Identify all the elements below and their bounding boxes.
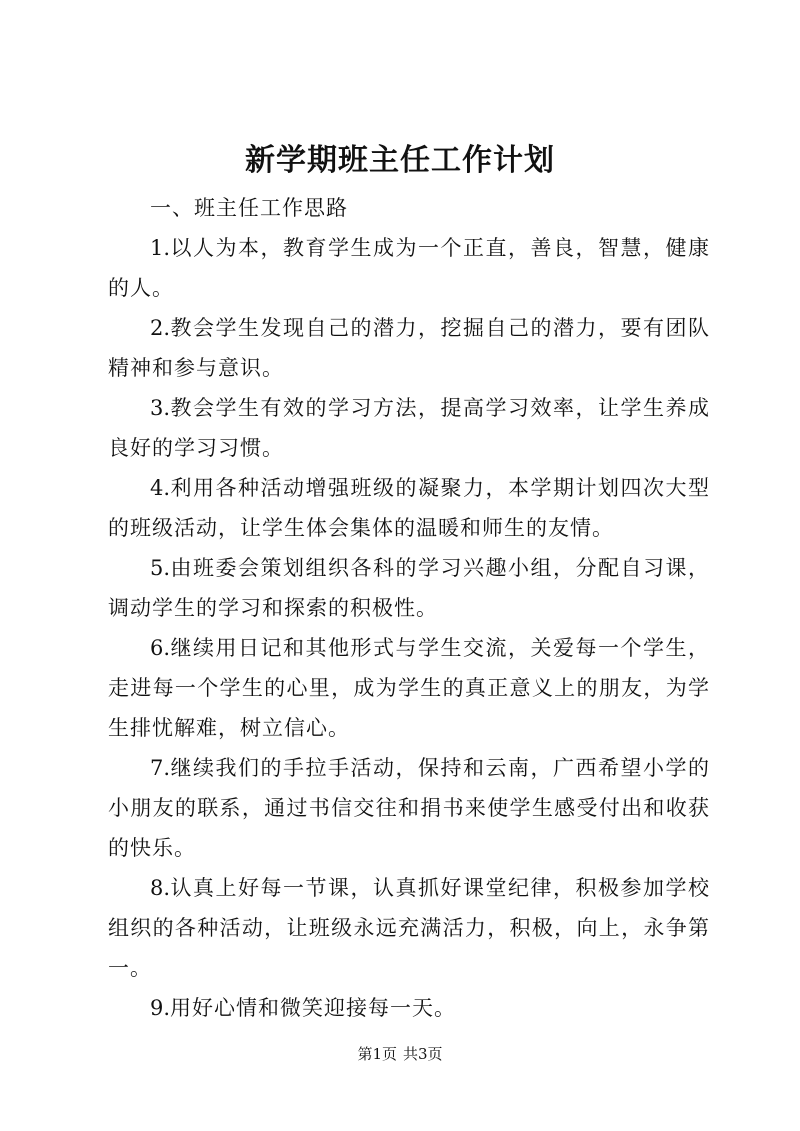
item-text: 用好心情和微笑迎接每一天。 xyxy=(170,996,457,1020)
item-number: 3. xyxy=(150,396,171,420)
item-number: 9. xyxy=(150,996,171,1020)
page-number-current: 第1页 xyxy=(357,1045,397,1063)
item-number: 6. xyxy=(150,636,171,660)
item-number: 2. xyxy=(150,316,171,340)
item-text: 认真上好每一节课，认真抓好课堂纪律，积极参加学校组织的各种活动，让班级永远充满活力，积极，向上，永争第一。 xyxy=(108,876,710,980)
item-number: 4. xyxy=(150,476,171,500)
list-item xyxy=(108,468,710,548)
item-number: 7. xyxy=(150,756,171,780)
item-number: 1. xyxy=(150,236,171,260)
list-item xyxy=(108,548,710,628)
list-item xyxy=(108,628,710,748)
item-number: 5. xyxy=(150,556,171,580)
list-item xyxy=(108,308,710,388)
page-number-total: 共3页 xyxy=(403,1045,443,1063)
item-number: 8. xyxy=(150,876,171,900)
item-text: 教会学生有效的学习方法，提高学习效率，让学生养成良好的学习习惯。 xyxy=(108,396,710,460)
page-title: 新学期班主任工作计划 xyxy=(245,143,555,178)
section-heading: 一、班主任工作思路 xyxy=(150,196,348,220)
page-footer xyxy=(0,1043,800,1065)
list-item xyxy=(108,388,710,468)
item-text: 以人为本，教育学生成为一个正直，善良，智慧，健康的人。 xyxy=(108,236,710,300)
item-text: 继续用日记和其他形式与学生交流，关爱每一个学生，走进每一个学生的心里，成为学生的真正意义上的朋友，为学生排忧解难，树立信心。 xyxy=(108,636,710,740)
list-item xyxy=(108,228,710,308)
list-item xyxy=(108,988,710,1028)
item-text: 利用各种活动增强班级的凝聚力，本学期计划四次大型的班级活动，让学生体会集体的温暖和师生的友情。 xyxy=(108,476,710,540)
list-item xyxy=(108,868,710,988)
document-body xyxy=(108,188,710,1028)
item-text: 教会学生发现自己的潜力，挖掘自己的潜力，要有团队精神和参与意识。 xyxy=(108,316,710,380)
item-text: 继续我们的手拉手活动，保持和云南，广西希望小学的小朋友的联系，通过书信交往和捐书来使学生感受付出和收获的快乐。 xyxy=(108,756,710,860)
item-text: 由班委会策划组织各科的学习兴趣小组，分配自习课，调动学生的学习和探索的积极性。 xyxy=(108,556,710,620)
list-item xyxy=(108,748,710,868)
